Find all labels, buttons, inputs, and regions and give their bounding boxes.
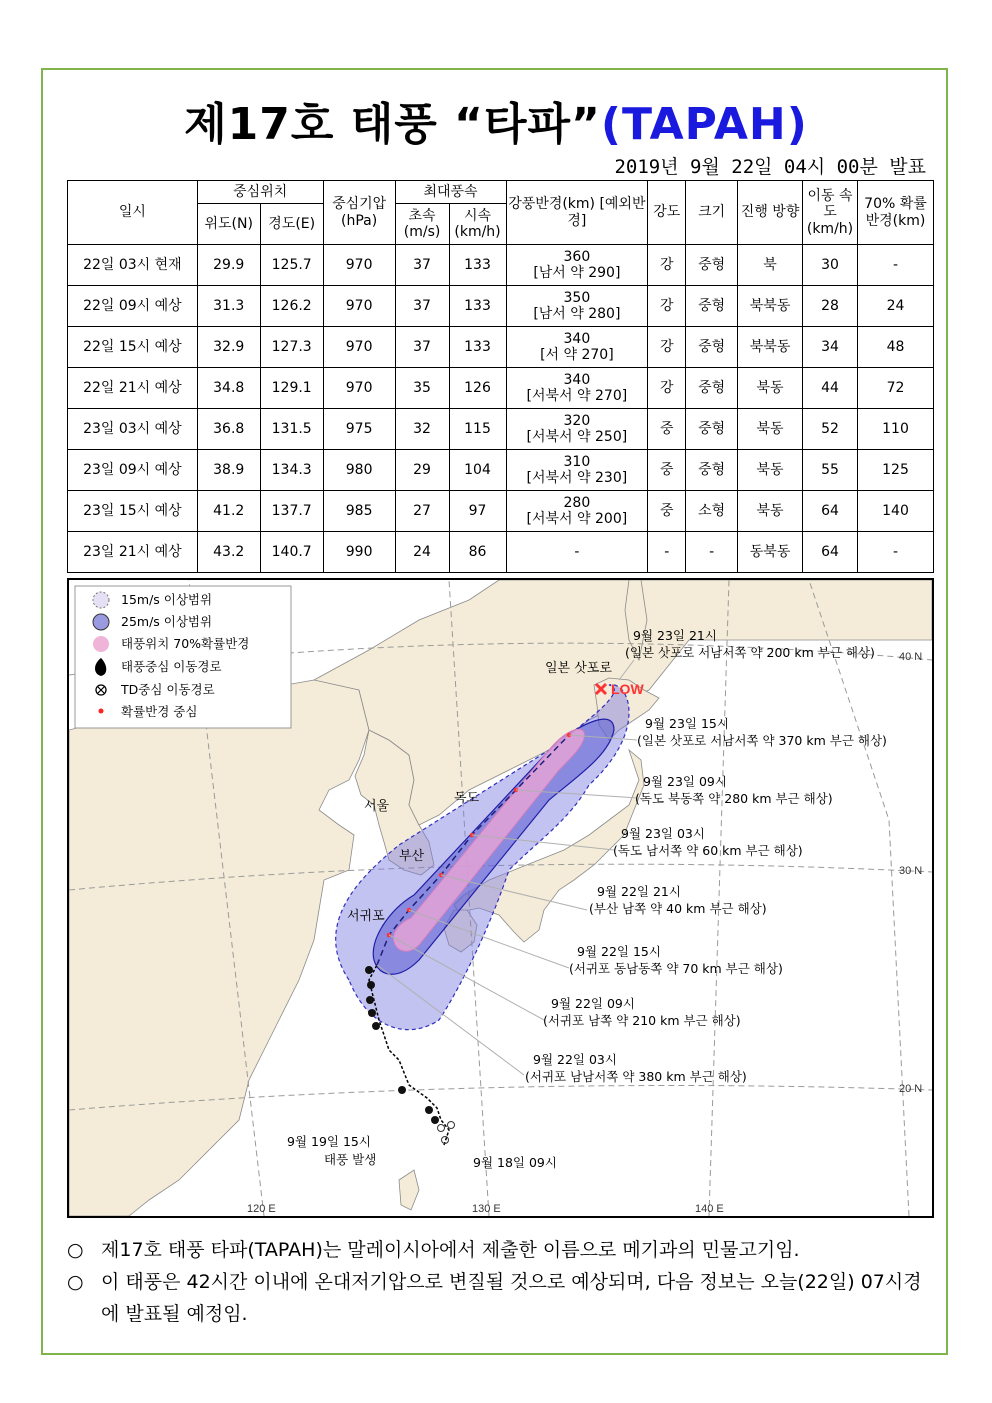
legend-item: 확률반경 중심 xyxy=(121,704,198,719)
cell-kmh: 133 xyxy=(449,245,506,286)
cell-kmh: 133 xyxy=(449,286,506,327)
cell-dir: 북동 xyxy=(738,450,803,491)
legend-item: 15m/s 이상범위 xyxy=(121,592,213,607)
legend-item: 태풍중심 이동경로 xyxy=(121,659,222,674)
grid-lon-130: 130 E xyxy=(472,1203,501,1215)
cell-ms: 37 xyxy=(395,286,449,327)
bullet: ○ xyxy=(67,1271,84,1293)
annotation-time: 9월 22일 09시 xyxy=(551,996,635,1011)
cell-lat: 43.2 xyxy=(197,532,260,573)
annotation-location: (부산 남쪽 약 40 km 부근 해상) xyxy=(589,901,767,916)
cell-radius xyxy=(506,409,648,450)
low-label: LOW xyxy=(611,681,644,697)
cell-dir: 북동 xyxy=(738,491,803,532)
grid-lat-30: 30 N xyxy=(899,865,923,877)
note-2 xyxy=(67,1266,927,1330)
cell-size: 중형 xyxy=(686,409,738,450)
radius-value: 310 xyxy=(563,453,591,470)
cell-time: 22일 21시 예상 xyxy=(68,368,198,409)
cell-lon: 127.3 xyxy=(260,327,323,368)
radius-exception: [남서 약 290] xyxy=(533,265,621,281)
head-lon: 경도(E) xyxy=(260,204,323,245)
cell-int: 강 xyxy=(648,286,686,327)
cell-lon: 125.7 xyxy=(260,245,323,286)
cell-spd: 55 xyxy=(803,450,858,491)
cell-int: 중 xyxy=(648,409,686,450)
forecast-table xyxy=(67,180,934,573)
cell-ms: 35 xyxy=(395,368,449,409)
legend-item: 태풍위치 70%확률반경 xyxy=(121,636,250,651)
cell-dir: 북동 xyxy=(738,409,803,450)
annotation-time: 9월 22일 15시 xyxy=(577,944,661,959)
legend-prob-icon xyxy=(93,636,109,652)
grid-lon-120: 120 E xyxy=(247,1203,276,1215)
cell-pres: 990 xyxy=(323,532,395,573)
cell-pres: 970 xyxy=(323,286,395,327)
cell-lon: 129.1 xyxy=(260,368,323,409)
head-kmh: 시속 (km/h) xyxy=(449,204,506,245)
map-legend xyxy=(75,586,291,728)
annotation-location: (독도 북동쪽 약 280 km 부근 해상) xyxy=(635,791,833,806)
head-center: 중심위치 xyxy=(197,181,323,204)
cell-pres: 970 xyxy=(323,368,395,409)
cell-time: 23일 15시 예상 xyxy=(68,491,198,532)
cell-lon: 140.7 xyxy=(260,532,323,573)
cell-radius xyxy=(506,327,648,368)
table-row xyxy=(68,409,934,450)
radius-exception: [서북서 약 270] xyxy=(526,388,628,404)
radius-value: 320 xyxy=(563,412,591,429)
note-1 xyxy=(67,1234,927,1266)
cell-kmh: 104 xyxy=(449,450,506,491)
cell-lat: 34.8 xyxy=(197,368,260,409)
cell-dir: 북 xyxy=(738,245,803,286)
head-lat: 위도(N) xyxy=(197,204,260,245)
cell-time: 22일 09시 예상 xyxy=(68,286,198,327)
cell-time: 22일 15시 예상 xyxy=(68,327,198,368)
title-main: 제17호 태풍 “타파” xyxy=(184,99,601,150)
cell-spd: 28 xyxy=(803,286,858,327)
radius-exception: [서 약 270] xyxy=(540,347,614,363)
cell-lat: 32.9 xyxy=(197,327,260,368)
cell-pres: 980 xyxy=(323,450,395,491)
cell-prob: - xyxy=(857,245,933,286)
cell-lat: 38.9 xyxy=(197,450,260,491)
place-dokdo: 독도 xyxy=(454,791,480,806)
cell-size: 중형 xyxy=(686,368,738,409)
table-row xyxy=(68,532,934,573)
bullet: ○ xyxy=(67,1239,84,1261)
annotation-location: (일본 삿포로 서남서쪽 약 370 km 부근 해상) xyxy=(637,733,887,748)
annotation-time: 9월 23일 15시 xyxy=(645,716,729,731)
note-text: 제17호 태풍 타파(TAPAH)는 말레이시아에서 제출한 이름으로 메기과의 민물고기임. xyxy=(101,1239,800,1261)
head-direction: 진행 방향 xyxy=(738,181,803,245)
cell-kmh: 115 xyxy=(449,409,506,450)
start-time: 9월 18일 09시 xyxy=(473,1155,557,1170)
cell-lat: 29.9 xyxy=(197,245,260,286)
head-ms: 초속 (m/s) xyxy=(395,204,449,245)
cell-ms: 37 xyxy=(395,327,449,368)
cell-lat: 41.2 xyxy=(197,491,260,532)
cell-kmh: 97 xyxy=(449,491,506,532)
genesis-time: 9월 19일 15시 xyxy=(287,1134,371,1149)
cell-kmh: 86 xyxy=(449,532,506,573)
cell-kmh: 133 xyxy=(449,327,506,368)
table-row xyxy=(68,491,934,532)
place-busan: 부산 xyxy=(399,849,425,864)
cell-pres: 975 xyxy=(323,409,395,450)
legend-15ms-icon xyxy=(93,592,109,608)
legend-25ms-icon xyxy=(93,614,109,630)
cell-lat: 31.3 xyxy=(197,286,260,327)
cell-spd: 64 xyxy=(803,491,858,532)
annotation-location: (서귀포 남남서쪽 약 380 km 부근 해상) xyxy=(525,1069,747,1084)
head-prob: 70% 확률 반경(km) xyxy=(857,181,933,245)
annotation-time: 9월 23일 09시 xyxy=(643,774,727,789)
cell-int: - xyxy=(648,532,686,573)
cell-kmh: 126 xyxy=(449,368,506,409)
cell-size: 중형 xyxy=(686,327,738,368)
cell-prob: 24 xyxy=(857,286,933,327)
cell-radius xyxy=(506,286,648,327)
cell-lon: 131.5 xyxy=(260,409,323,450)
genesis-label: 태풍 발생 xyxy=(324,1152,377,1167)
radius-exception: [서북서 약 200] xyxy=(526,511,628,527)
cell-prob: 140 xyxy=(857,491,933,532)
cell-prob: 110 xyxy=(857,409,933,450)
cell-ms: 37 xyxy=(395,245,449,286)
table-row xyxy=(68,368,934,409)
annotation-location: (일본 삿포로 서남서쪽 약 200 km 부근 해상) xyxy=(625,645,875,660)
grid-lat-20: 20 N xyxy=(899,1083,923,1095)
cell-pres: 970 xyxy=(323,245,395,286)
cell-radius xyxy=(506,368,648,409)
annotation-location: (서귀포 동남동쪽 약 70 km 부근 해상) xyxy=(569,961,783,976)
place-seoul: 서울 xyxy=(364,799,390,814)
legend-center-icon xyxy=(99,709,104,714)
cell-size: 중형 xyxy=(686,450,738,491)
cell-size: 중형 xyxy=(686,245,738,286)
map-svg xyxy=(69,580,932,1216)
table-row xyxy=(68,286,934,327)
radius-value: - xyxy=(574,543,580,560)
cell-spd: 44 xyxy=(803,368,858,409)
notes xyxy=(67,1234,927,1330)
cell-spd: 34 xyxy=(803,327,858,368)
cell-spd: 30 xyxy=(803,245,858,286)
legend-item: 25m/s 이상범위 xyxy=(121,614,213,629)
cell-size: 소형 xyxy=(686,491,738,532)
head-intensity: 강도 xyxy=(648,181,686,245)
grid-lon-140: 140 E xyxy=(695,1203,724,1215)
track-map xyxy=(67,578,934,1218)
radius-value: 360 xyxy=(563,248,591,265)
radius-exception: [남서 약 280] xyxy=(533,306,621,322)
cell-prob: - xyxy=(857,532,933,573)
table-row xyxy=(68,327,934,368)
cell-time: 23일 03시 예상 xyxy=(68,409,198,450)
cell-time: 22일 03시 현재 xyxy=(68,245,198,286)
annotation-location: (서귀포 남쪽 약 210 km 부근 해상) xyxy=(543,1013,741,1028)
radius-value: 340 xyxy=(563,371,591,388)
annotation-time: 9월 22일 03시 xyxy=(533,1052,617,1067)
cell-time: 23일 09시 예상 xyxy=(68,450,198,491)
cell-dir: 북북동 xyxy=(738,327,803,368)
radius-value: 340 xyxy=(563,330,591,347)
head-datetime: 일시 xyxy=(68,181,198,245)
cell-pres: 970 xyxy=(323,327,395,368)
annotation-location: (독도 남서쪽 약 60 km 부근 해상) xyxy=(613,843,803,858)
head-speed: 이동 속도 (km/h) xyxy=(803,181,858,245)
cell-lat: 36.8 xyxy=(197,409,260,450)
radius-value: 350 xyxy=(563,289,591,306)
cell-int: 중 xyxy=(648,491,686,532)
title-english: (TAPAH) xyxy=(600,99,808,150)
cell-ms: 27 xyxy=(395,491,449,532)
cell-pres: 985 xyxy=(323,491,395,532)
radius-exception: [서북서 약 250] xyxy=(526,429,628,445)
cell-size: - xyxy=(686,532,738,573)
head-maxwind: 최대풍속 xyxy=(395,181,506,204)
cell-dir: 북북동 xyxy=(738,286,803,327)
cell-int: 강 xyxy=(648,327,686,368)
cell-radius xyxy=(506,450,648,491)
annotation-time: 9월 22일 21시 xyxy=(597,884,681,899)
head-radius: 강풍반경(km) [예외반경] xyxy=(506,181,648,245)
cell-prob: 72 xyxy=(857,368,933,409)
cell-lon: 126.2 xyxy=(260,286,323,327)
cell-radius xyxy=(506,491,648,532)
cell-size: 중형 xyxy=(686,286,738,327)
cell-int: 중 xyxy=(648,450,686,491)
issue-time: 2019년 9월 22일 04시 00분 발표 xyxy=(614,156,926,178)
head-size: 크기 xyxy=(686,181,738,245)
cell-radius xyxy=(506,245,648,286)
cell-spd: 52 xyxy=(803,409,858,450)
table-row xyxy=(68,450,934,491)
cell-time: 23일 21시 예상 xyxy=(68,532,198,573)
cell-ms: 24 xyxy=(395,532,449,573)
head-pressure: 중심기압 (hPa) xyxy=(323,181,395,245)
cell-int: 강 xyxy=(648,368,686,409)
cell-ms: 29 xyxy=(395,450,449,491)
legend-item: TD중심 이동경로 xyxy=(121,682,215,697)
page-title xyxy=(0,88,992,152)
cell-dir: 동북동 xyxy=(738,532,803,573)
cell-prob: 48 xyxy=(857,327,933,368)
radius-value: 280 xyxy=(563,494,591,511)
place-seogwipo: 서귀포 xyxy=(347,909,385,924)
cell-int: 강 xyxy=(648,245,686,286)
table-row xyxy=(68,245,934,286)
note-text: 이 태풍은 42시간 이내에 온대저기압으로 변질될 것으로 예상되며, 다음 정보는 오늘(22일) 07시경에 발표될 예정임. xyxy=(101,1271,922,1325)
cell-lon: 137.7 xyxy=(260,491,323,532)
cell-radius xyxy=(506,532,648,573)
place-sapporo: 일본 삿포로 xyxy=(545,661,612,676)
cell-lon: 134.3 xyxy=(260,450,323,491)
cell-prob: 125 xyxy=(857,450,933,491)
grid-lat-40: 40 N xyxy=(899,651,923,663)
cell-dir: 북동 xyxy=(738,368,803,409)
annotation-time: 9월 23일 21시 xyxy=(633,628,717,643)
annotation-time: 9월 23일 03시 xyxy=(621,826,705,841)
radius-exception: [서북서 약 230] xyxy=(526,470,628,486)
cell-spd: 64 xyxy=(803,532,858,573)
cell-ms: 32 xyxy=(395,409,449,450)
